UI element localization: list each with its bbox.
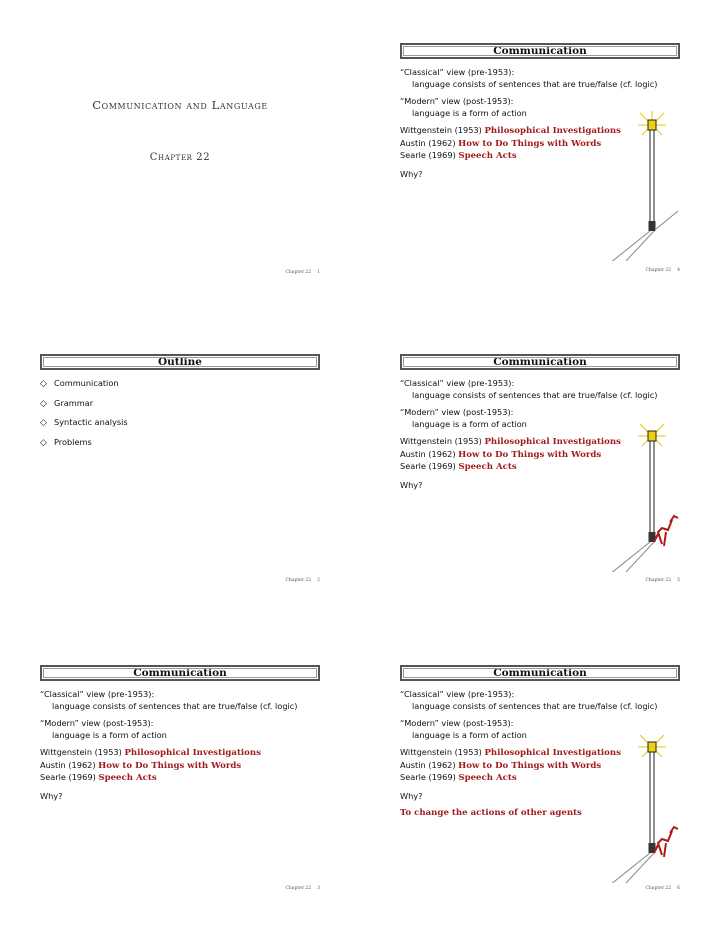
slide-title-box: Communication	[400, 354, 680, 370]
footer	[639, 886, 680, 891]
dog-figure	[654, 827, 678, 857]
ref-row: Searle (1969) Speech Acts	[400, 150, 517, 161]
slide-title-box: Outline	[40, 354, 320, 370]
modern-text: language is a form of action	[52, 729, 167, 740]
footer	[639, 268, 680, 273]
diamond-icon: ◇	[40, 418, 47, 428]
classical-heading: “Classical” view (pre-1953):	[400, 378, 515, 388]
outline-item: ◇ Syntactic analysis	[40, 417, 128, 428]
footer-page: 1	[317, 270, 320, 275]
classical-text: language consists of sentences that are true/false (cf. logic)	[412, 78, 658, 89]
modern-heading: “Modern” view (post-1953):	[400, 718, 514, 728]
footer-label: Chapter 22	[645, 578, 672, 583]
slide-title-box: Communication	[400, 43, 680, 59]
footer-label: Chapter 22	[285, 886, 312, 891]
ref-row: Austin (1962) How to Do Things with Words	[400, 137, 602, 149]
footer-page: 5	[677, 578, 680, 583]
chapter-label: Chapter 22	[149, 152, 211, 163]
footer	[279, 578, 320, 583]
diamond-icon: ◇	[40, 379, 47, 389]
ref-row: Wittgenstein (1953) Philosophical Investigations	[40, 747, 262, 758]
outline-item: ◇ Problems	[40, 436, 92, 448]
ref-title: Philosophical Investigations	[124, 748, 262, 758]
footer-page: 2	[317, 578, 320, 583]
lamppost-illustration	[600, 733, 680, 883]
ref-title: How to Do Things with Words	[458, 138, 602, 149]
modern-text: language is a form of action	[412, 418, 527, 429]
ref-row: Austin (1962) How to Do Things with Words	[400, 448, 602, 460]
footer-page: 3	[317, 886, 320, 891]
modern-heading: “Modern” view (post-1953):	[400, 96, 514, 106]
footer-label: Chapter 22	[645, 886, 672, 891]
slide-title-box: Communication	[40, 665, 320, 681]
outline-list	[40, 378, 320, 456]
footer-label: Chapter 22	[285, 578, 312, 583]
modern-text: language is a form of action	[412, 729, 527, 740]
outline-item: ◇ Grammar	[40, 397, 94, 409]
classical-text: language consists of sentences that are true/false (cf. logic)	[412, 389, 658, 400]
answer-text: To change the actions of other agents	[400, 808, 582, 818]
dog-figure	[654, 516, 678, 546]
ref-title: Speech Acts	[98, 773, 157, 783]
footer	[279, 270, 320, 275]
slide-communication-3	[40, 665, 320, 905]
ref-row: Searle (1969) Speech Acts	[400, 461, 517, 472]
classical-text: language consists of sentences that are true/false (cf. logic)	[52, 700, 298, 711]
classical-text: language consists of sentences that are true/false (cf. logic)	[412, 700, 658, 711]
footer-page: 4	[677, 268, 680, 273]
slide-communication-5	[400, 354, 680, 594]
classical-heading: “Classical” view (pre-1953):	[400, 67, 515, 77]
ref-title: Speech Acts	[458, 773, 517, 783]
slide-communication-4	[400, 43, 680, 283]
ref-row: Wittgenstein (1953) Philosophical Investigations	[400, 125, 622, 136]
footer	[279, 886, 320, 891]
why-text: Why?	[400, 479, 423, 490]
slide-title-box: Communication	[400, 665, 680, 681]
modern-text: language is a form of action	[412, 107, 527, 118]
footer-label: Chapter 22	[285, 270, 312, 275]
slide-body	[40, 689, 320, 808]
footer-label: Chapter 22	[645, 268, 672, 273]
classical-heading: “Classical” view (pre-1953):	[40, 689, 155, 699]
diamond-icon: ◇	[40, 398, 47, 409]
why-text: Why?	[400, 168, 423, 179]
lamp-post	[650, 130, 654, 228]
footer	[639, 578, 680, 583]
ref-row: Austin (1962) How to Do Things with Words	[400, 759, 602, 771]
footer-page: 6	[677, 886, 680, 891]
ref-row: Wittgenstein (1953) Philosophical Investigations	[400, 436, 622, 447]
classical-heading: “Classical” view (pre-1953):	[400, 689, 515, 699]
diamond-icon: ◇	[40, 437, 47, 448]
title-heading: Communication and Language	[92, 98, 268, 112]
slide-communication-6	[400, 665, 680, 905]
ref-row: Wittgenstein (1953) Philosophical Investigations	[400, 747, 622, 758]
lamppost-illustration	[600, 422, 680, 572]
outline-item: ◇ Communication	[40, 378, 119, 389]
why-text: Why?	[400, 790, 423, 801]
ref-row: Searle (1969) Speech Acts	[400, 772, 517, 783]
ref-title: Speech Acts	[458, 462, 517, 472]
ref-title: Philosophical Investigations	[484, 126, 622, 136]
ref-row: Searle (1969) Speech Acts	[40, 772, 157, 783]
ref-title: Philosophical Investigations	[484, 748, 622, 758]
ref-row: Austin (1962) How to Do Things with Words	[40, 759, 242, 771]
ref-title: How to Do Things with Words	[458, 449, 602, 460]
ref-title: Speech Acts	[458, 151, 517, 161]
why-text: Why?	[40, 790, 63, 801]
ref-title: How to Do Things with Words	[98, 760, 242, 771]
modern-heading: “Modern” view (post-1953):	[40, 718, 154, 728]
ref-title: How to Do Things with Words	[458, 760, 602, 771]
slide-title	[40, 0, 320, 275]
modern-heading: “Modern” view (post-1953):	[400, 407, 514, 417]
lamppost-illustration	[600, 111, 680, 261]
ref-title: Philosophical Investigations	[484, 437, 622, 447]
slide-outline	[40, 354, 320, 594]
